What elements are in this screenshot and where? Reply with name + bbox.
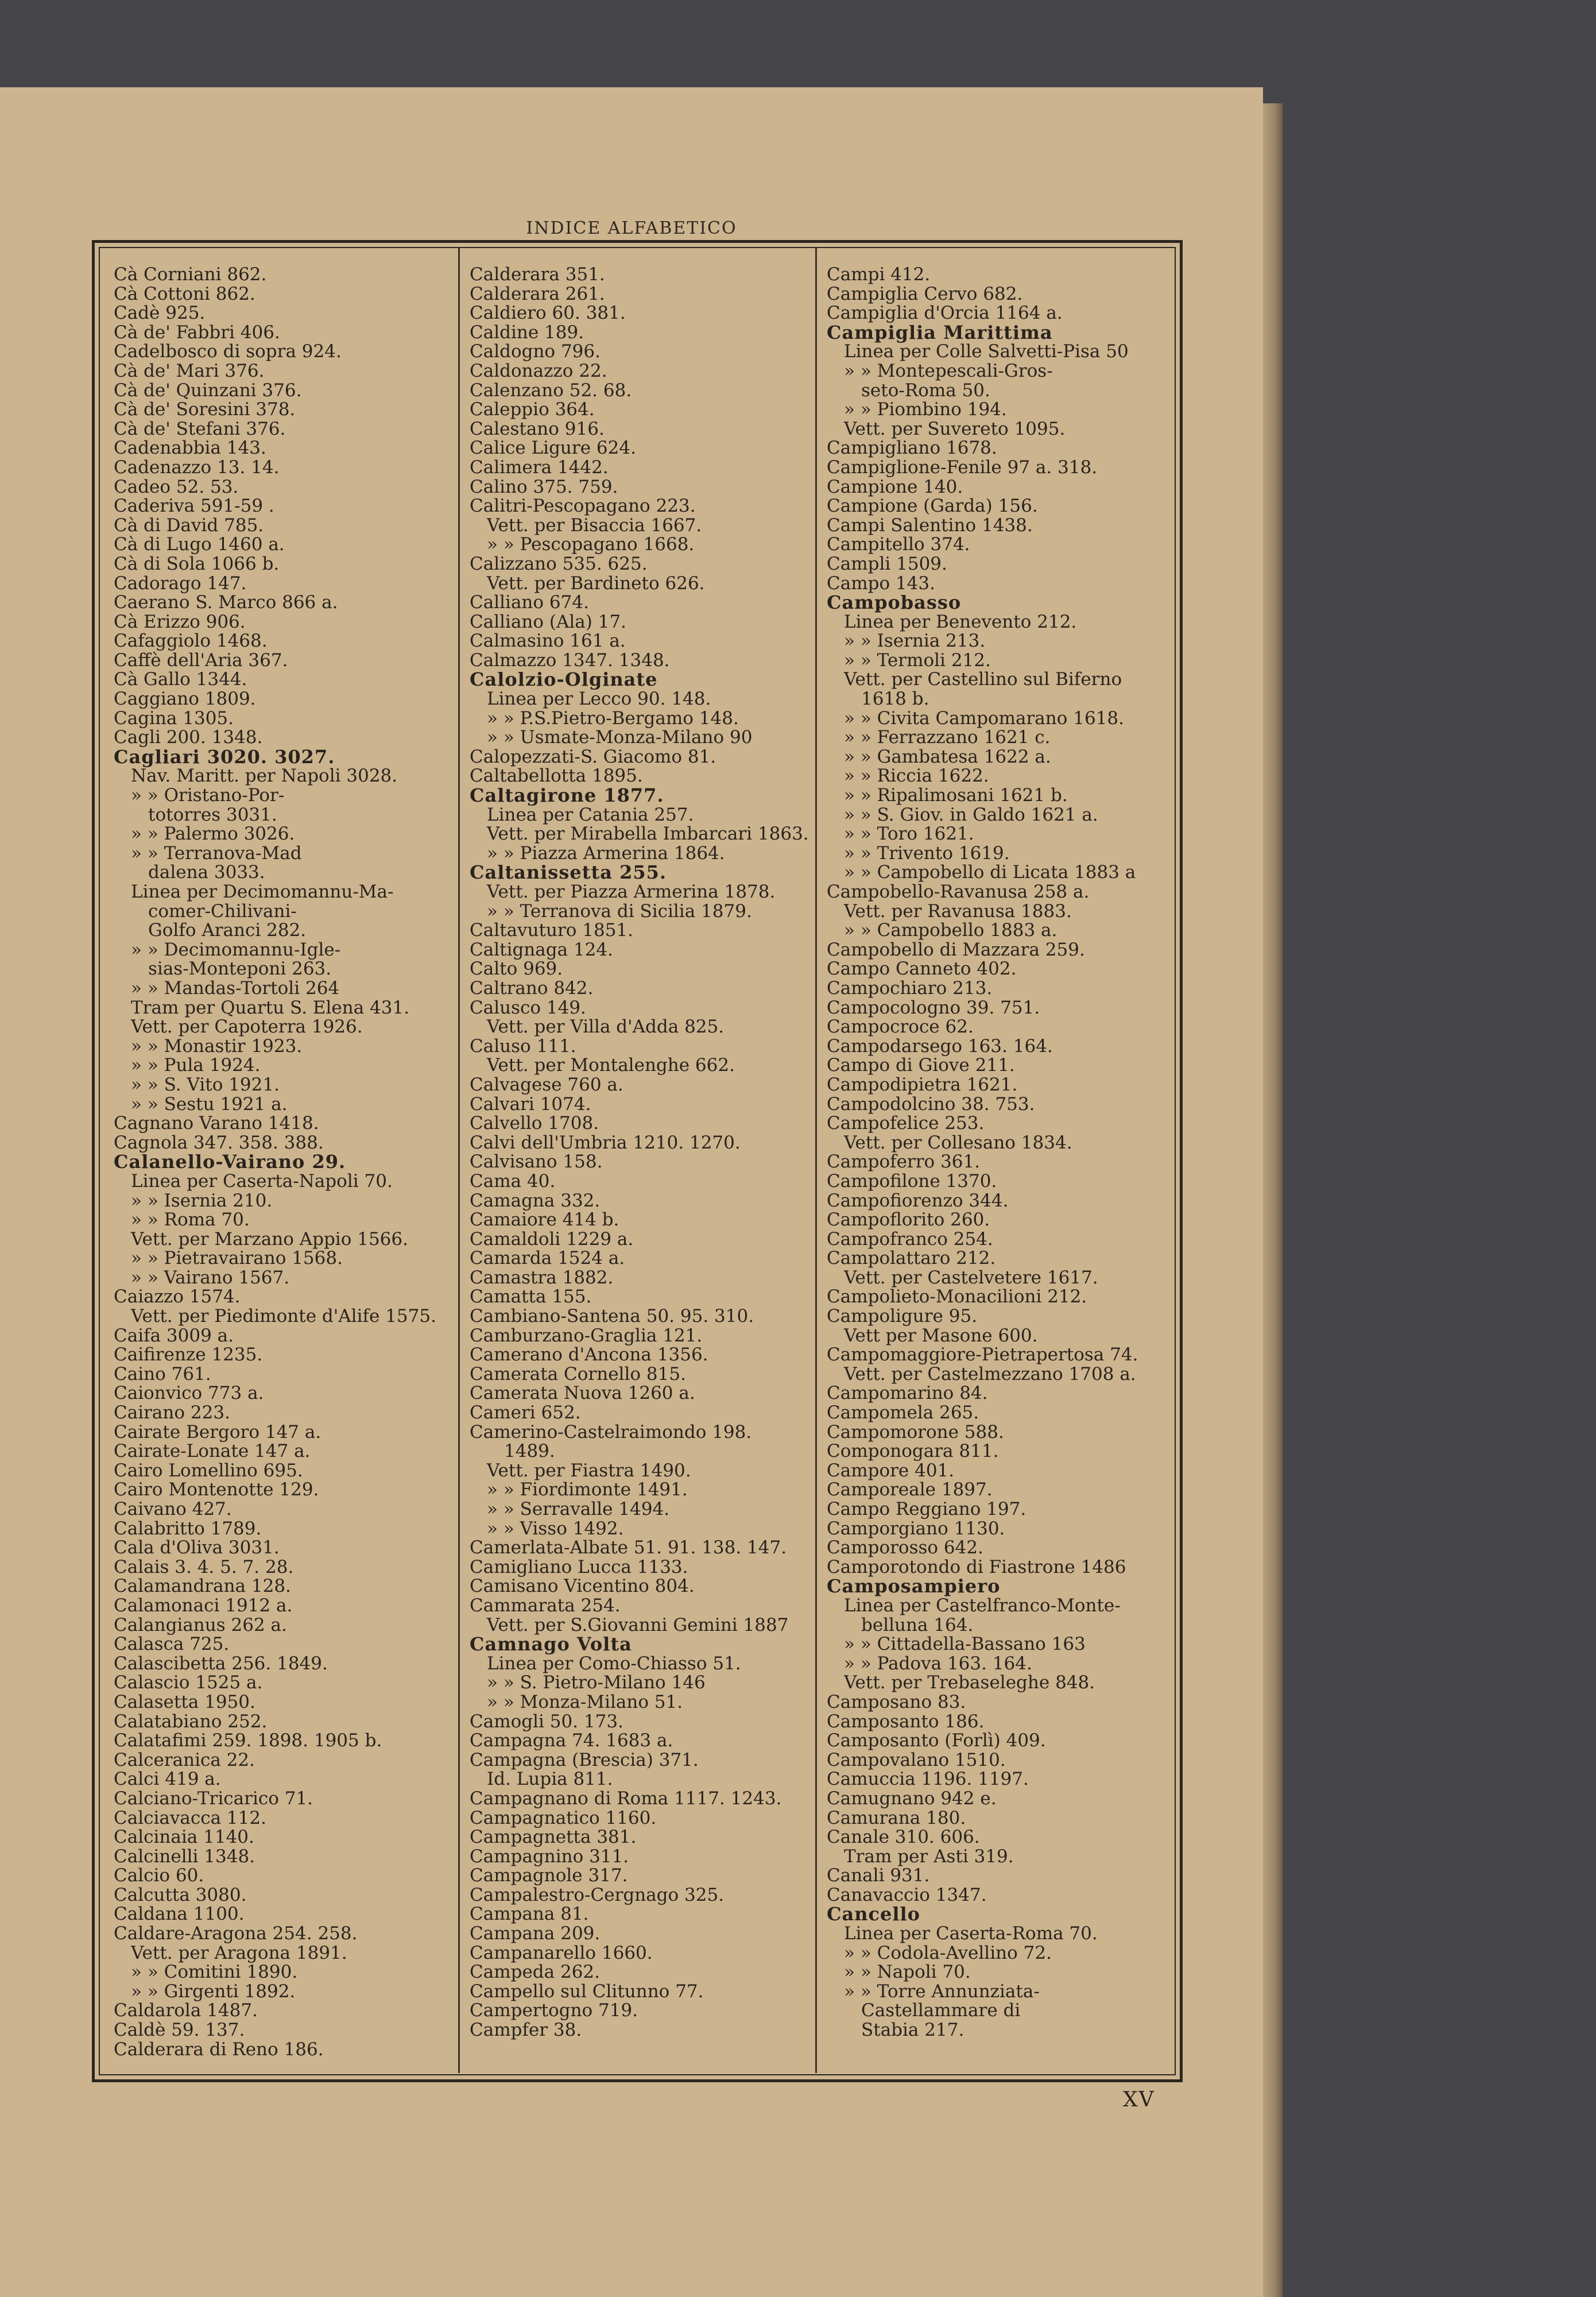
index-entry: Campiglia Marittima [827,321,1053,343]
index-entry: Caldogno 796. [470,341,601,362]
index-column-1 [114,265,458,2059]
index-entry: Campiglione-Fenile 97 a. 318. [827,457,1098,478]
index-entry: Cà Erizzo 906. [114,611,246,632]
index-entry: Cagnano Varano 1418. [114,1113,319,1134]
index-entry: Campiglia d'Orcia 1164 a. [827,303,1063,324]
index-entry: Campi Salentino 1438. [827,515,1033,536]
index-entry: Campagnetta 381. [470,1827,637,1848]
index-entry: Calderara 261. [470,283,605,304]
index-entry: » » S. Pietro-Milano 146 [487,1672,706,1693]
index-entry: Calceranica 22. [114,1749,255,1770]
index-entry: Cà de' Quinzani 376. [114,380,302,401]
index-entry: Campello sul Clitunno 77. [470,1981,704,2002]
index-entry: Caldine 189. [470,322,584,343]
index-entry: Camugnano 942 e. [827,1788,997,1809]
index-entry: Camaiore 414 b. [470,1209,619,1231]
index-entry: » » Monastir 1923. [131,1035,303,1057]
index-entry: » » Termoli 212. [844,649,991,671]
index-entry: Camagna 332. [470,1190,601,1211]
index-entry: Cà Cottoni 862. [114,283,255,304]
index-entry: Calvisano 158. [470,1151,603,1173]
index-entry: » » Pula 1924. [131,1055,261,1076]
index-entry: Cagina 1305. [114,707,234,729]
index-entry: Campagnano di Roma 1117. 1243. [470,1788,782,1809]
index-entry: Campione 140. [827,476,963,497]
index-entry: Campodipietra 1621. [827,1074,1018,1095]
index-entry: Linea per Lecco 90. 148. [487,689,711,710]
index-entry: Calmazzo 1347. 1348. [470,649,670,671]
index-entry: » » Codola-Avellino 72. [844,1942,1052,1963]
index-entry: Vett. per S.Giovanni Gemini 1887 [487,1614,789,1635]
index-entry: Campomorone 588. [827,1421,1004,1443]
index-entry: » » Terranova-Mad [131,842,302,864]
index-entry: Linea per Caserta-Roma 70. [844,1923,1098,1944]
index-entry: Cairo Montenotte 129. [114,1479,319,1501]
index-entry: Campertogno 719. [470,2000,638,2021]
index-entry: Camaldoli 1229 a. [470,1228,634,1250]
index-entry: Cadelbosco di sopra 924. [114,341,342,362]
index-entry: Cairate-Lonate 147 a. [114,1441,311,1462]
index-entry: Campobello-Ravanusa 258 a. [827,881,1090,902]
index-entry: » » Piazza Armerina 1864. [487,842,725,864]
index-entry: » » Pescopagano 1668. [487,534,695,555]
index-entry: Tram per Asti 319. [844,1846,1014,1867]
index-entry: Calino 375. 759. [470,476,618,497]
index-entry: Campoligure 95. [827,1306,978,1327]
index-entry: Cà di Lugo 1460 a. [114,534,285,555]
index-entry: Caltignaga 124. [470,939,613,960]
index-entry: comer-Chilivani- [148,900,297,922]
index-entry: Linea per Colle Salvetti-Pisa 50 [844,341,1129,362]
index-entry: Calciavacca 112. [114,1807,266,1828]
index-entry: Campo Reggiano 197. [827,1499,1026,1519]
index-entry: Linea per Decimomannu-Ma- [131,881,394,902]
index-entry: Cala d'Oliva 3031. [114,1537,280,1559]
index-entry: Vett. per Ravanusa 1883. [844,900,1072,922]
index-entry: Campomarino 84. [827,1383,988,1404]
index-entry: totorres 3031. [148,804,277,825]
index-entry: Campofiorenzo 344. [827,1190,1009,1211]
index-entry: Calasca 725. [114,1634,230,1655]
index-entry: Caifa 3009 a. [114,1325,234,1346]
page-edge [1263,103,1283,2297]
index-entry: Caleppio 364. [470,399,595,420]
index-entry: Camposano 83. [827,1691,966,1712]
index-entry: Calciano-Tricarico 71. [114,1788,313,1809]
index-entry: Cà Corniani 862. [114,264,267,285]
index-entry: Calamonaci 1912 a. [114,1595,293,1616]
index-entry: Calais 3. 4. 5. 7. 28. [114,1556,294,1577]
index-entry: Campli 1509. [827,553,947,574]
index-entry: » » P.S.Pietro-Bergamo 148. [487,707,739,729]
index-entry: » » Toro 1621. [844,823,974,845]
index-entry: Calatabiano 252. [114,1711,268,1732]
index-entry: Calvello 1708. [470,1113,599,1134]
index-entry: dalena 3033. [148,862,265,883]
index-entry: Calci 419 a. [114,1769,221,1790]
index-entry: Calimera 1442. [470,457,609,478]
index-entry: » » Napoli 70. [844,1962,971,1983]
index-entry: » » Isernia 210. [131,1190,273,1211]
index-entry: Camporotondo di Fiastrone 1486 [827,1556,1126,1577]
index-entry: » » Piombino 194. [844,399,1007,420]
index-entry: Caldana 1100. [114,1904,245,1925]
index-entry: Calliano 674. [470,592,589,613]
page-title: INDICE ALFABETICO [526,218,737,238]
index-entry: Caffè dell'Aria 367. [114,649,288,671]
index-entry: Calascio 1525 a. [114,1672,263,1693]
index-entry: Calvari 1074. [470,1093,591,1115]
index-entry: » » Oristano-Por- [131,785,285,806]
index-entry: » » Mandas-Tortoli 264 [131,977,340,999]
index-entry: » » Girgenti 1892. [131,1981,296,2002]
index-entry: Cadeo 52. 53. [114,476,239,497]
index-entry: Campolattaro 212. [827,1248,996,1269]
index-entry: Linea per Castelfranco-Monte- [844,1595,1121,1616]
index-entry: Calto 969. [470,958,563,980]
index-entry: Vett per Masone 600. [844,1325,1038,1346]
index-entry: Caldiero 60. 381. [470,303,626,324]
index-entry: Vett. per Montalenghe 662. [487,1055,735,1076]
index-entry: Campomela 265. [827,1402,979,1424]
index-entry: Calatafimi 259. 1898. 1905 b. [114,1730,382,1751]
index-entry: Cadè 925. [114,303,206,324]
index-entry: » » Ferrazzano 1621 c. [844,727,1051,748]
index-entry: Caino 761. [114,1363,211,1385]
index-entry: Camporosso 642. [827,1537,983,1559]
index-entry: Campoferro 361. [827,1151,981,1173]
index-entry: Camigliano Lucca 1133. [470,1556,688,1577]
index-entry: Caifirenze 1235. [114,1344,263,1366]
index-entry: Caggiano 1809. [114,689,256,710]
index-entry: Cà di David 785. [114,515,264,536]
index-entry: Cà di Sola 1066 b. [114,553,280,574]
index-entry: Vett. per Capoterra 1926. [131,1016,363,1038]
index-entry: Cagli 200. 1348. [114,727,263,748]
index-entry: Tram per Quartu S. Elena 431. [131,997,410,1018]
column-divider [815,247,817,2073]
index-entry: Calestano 916. [470,418,605,439]
index-entry: Caltabellotta 1895. [470,765,643,787]
index-entry: Caltagirone 1877. [470,784,664,807]
index-entry: Campobasso [827,591,962,614]
index-entry: Campodarsego 163. 164. [827,1035,1053,1057]
index-entry: Caldonazzo 22. [470,360,607,381]
index-entry: Linea per Benevento 212. [844,611,1077,632]
index-entry: Cadorago 147. [114,573,247,594]
index-entry: Cairo Lomellino 695. [114,1460,303,1481]
index-entry: » » Usmate-Monza-Milano 90 [487,727,753,748]
index-entry: Cagliari 3020. 3027. [114,745,335,768]
index-entry: Caltrano 842. [470,977,594,999]
index-entry: Componogara 811. [827,1441,999,1462]
index-entry: » » Decimomannu-Igle- [131,939,341,960]
index-entry: Caderiva 591-59 . [114,496,274,517]
index-entry: Cairano 223. [114,1402,230,1424]
index-entry: Castellammare di [861,2000,1021,2021]
index-entry: Camerlata-Albate 51. 91. 138. 147. [470,1537,787,1559]
index-entry: Campagna (Brescia) 371. [470,1749,699,1770]
index-entry: » » Serravalle 1494. [487,1499,670,1519]
index-entry: » » Cittadella-Bassano 163 [844,1634,1086,1655]
index-entry: Camogli 50. 173. [470,1711,623,1732]
index-entry: » » Campobello di Licata 1883 a [844,862,1136,883]
index-entry: Campagna 74. 1683 a. [470,1730,673,1751]
index-entry: Campocroce 62. [827,1016,974,1038]
index-entry: Calasetta 1950. [114,1691,255,1712]
index-entry: Campore 401. [827,1460,955,1481]
index-entry: Vett. per Villa d'Adda 825. [487,1016,725,1038]
index-entry: » » Padova 163. 164. [844,1653,1032,1674]
index-entry: Cà Gallo 1344. [114,669,247,690]
index-entry: Campocologno 39. 751. [827,997,1040,1018]
index-entry: Caivano 427. [114,1499,232,1519]
index-entry: » » Pietravairano 1568. [131,1248,343,1269]
index-entry: Cà de' Soresini 378. [114,399,296,420]
index-entry: Campofelice 253. [827,1113,985,1134]
index-entry: Campalestro-Cergnago 325. [470,1884,725,1905]
index-entry: Cameri 652. [470,1402,581,1424]
index-entry: » » Sestu 1921 a. [131,1093,288,1115]
index-entry: Cadenazzo 13. 14. [114,457,280,478]
index-entry: Caluso 111. [470,1035,576,1057]
index-entry: » » Palermo 3026. [131,823,295,845]
index-entry: Cama 40. [470,1170,556,1192]
index-entry: Camporgiano 1130. [827,1518,1005,1539]
index-entry: Campoflorito 260. [827,1209,990,1231]
index-entry: » » Terranova di Sicilia 1879. [487,900,752,922]
index-entry: Campana 81. [470,1904,589,1925]
index-entry: Camerino-Castelraimondo 198. [470,1421,752,1443]
index-entry: Vett. per Marzano Appio 1566. [131,1228,408,1250]
index-entry: Caldarola 1487. [114,2000,258,2021]
index-entry: Campagnole 317. [470,1865,628,1886]
index-entry: Campomaggiore-Pietrapertosa 74. [827,1344,1138,1366]
index-entry: Calvi dell'Umbria 1210. 1270. [470,1132,741,1153]
index-entry: » » Vairano 1567. [131,1267,290,1288]
index-entry: Vett. per Bisaccia 1667. [487,515,702,536]
index-entry: Camerata Nuova 1260 a. [470,1383,695,1404]
index-entry: Campofranco 254. [827,1228,993,1250]
index-entry: Calamandrana 128. [114,1576,291,1597]
index-entry: Vett. per Fiastra 1490. [487,1460,691,1481]
index-entry: Camuccia 1196. 1197. [827,1769,1029,1790]
index-entry: Cammarata 254. [470,1595,621,1616]
index-entry: Vett. per Castelvetere 1617. [844,1267,1098,1288]
index-entry: Linea per Caserta-Napoli 70. [131,1170,393,1192]
index-entry: seto-Roma 50. [861,380,990,401]
index-entry: Camisano Vicentino 804. [470,1576,695,1597]
index-entry: Campagnatico 1160. [470,1807,657,1828]
page-number: XV [1123,2088,1155,2112]
index-entry: » » Civita Campomarano 1618. [844,707,1125,729]
index-entry: Nav. Maritt. per Napoli 3028. [131,765,398,787]
index-entry: Linea per Catania 257. [487,804,694,825]
index-entry: Calice Ligure 624. [470,438,636,459]
index-entry: Campochiaro 213. [827,977,993,999]
index-entry: Cà de' Mari 376. [114,360,265,381]
index-entry: Canale 310. 606. [827,1827,980,1848]
index-entry: » » Monza-Milano 51. [487,1691,683,1712]
index-entry: » » Isernia 213. [844,631,986,652]
index-entry: Campolieto-Monacilioni 212. [827,1286,1087,1308]
index-entry: Campodolcino 38. 753. [827,1093,1035,1115]
index-entry: Vett. per Bardineto 626. [487,573,705,594]
index-entry: Calcinelli 1348. [114,1846,255,1867]
index-entry: Campobello di Mazzara 259. [827,939,1085,960]
index-entry: 1489. [504,1441,555,1462]
index-entry: Camposampiero [827,1575,1001,1598]
index-entry: Caerano S. Marco 866 a. [114,592,338,613]
index-entry: Campagnino 311. [470,1846,629,1867]
index-entry: Calitri-Pescopagano 223. [470,496,696,517]
index-entry: Camatta 155. [470,1286,592,1308]
index-entry: Calliano (Ala) 17. [470,611,627,632]
index-entry: Cadenabbia 143. [114,438,266,459]
index-entry: Campofilone 1370. [827,1170,997,1192]
index-entry: Campigliano 1678. [827,438,997,459]
index-column-2 [470,265,814,2040]
index-entry: » » S. Giov. in Galdo 1621 a. [844,804,1098,825]
index-column-3 [827,265,1171,2040]
index-entry: Camastra 1882. [470,1267,614,1288]
index-entry: Calizzano 535. 625. [470,553,648,574]
column-divider [458,247,460,2073]
index-entry: belluna 164. [861,1614,974,1635]
index-entry: Camburzano-Graglia 121. [470,1325,703,1346]
index-entry: Camposanto (Forlì) 409. [827,1730,1046,1751]
index-entry: » » Fiordimonte 1491. [487,1479,688,1501]
index-entry: Camerata Cornello 815. [470,1363,686,1385]
index-entry: 1618 b. [861,689,929,710]
index-entry: Campitello 374. [827,534,970,555]
index-entry: Calderara 351. [470,264,605,285]
index-entry: » » Campobello 1883 a. [844,920,1057,941]
index-entry: » » Gambatesa 1622 a. [844,746,1051,767]
index-entry: Vett. per Collesano 1834. [844,1132,1072,1153]
index-entry: Vett. per Suvereto 1095. [844,418,1066,439]
index-entry: Vett. per Trebaseleghe 848. [844,1672,1095,1693]
index-entry: Vett. per Piazza Armerina 1878. [487,881,776,902]
index-entry: Campeda 262. [470,1962,600,1983]
index-entry: Caldè 59. 137. [114,2020,245,2041]
index-entry: Campovalano 1510. [827,1749,1006,1770]
index-entry: Campiglia Cervo 682. [827,283,1023,304]
index-entry: » » Riccia 1622. [844,765,989,787]
index-entry: Calcinaia 1140. [114,1827,254,1848]
index-entry: Calopezzati-S. Giacomo 81. [470,746,716,767]
index-entry: Campfer 38. [470,2020,582,2041]
index-entry: Campo Canneto 402. [827,958,1017,980]
index-entry: » » Visso 1492. [487,1518,624,1539]
index-entry: Campana 209. [470,1923,601,1944]
index-entry: Vett. per Aragona 1891. [131,1942,347,1963]
index-entry: Calusco 149. [470,997,586,1018]
index-entry: Calolzio-Olginate [470,668,658,691]
index-entry: Caltanissetta 255. [470,861,667,884]
index-entry: Cà de' Fabbri 406. [114,322,280,343]
index-entry: Camposanto 186. [827,1711,985,1732]
index-entry: Cafaggiolo 1468. [114,631,268,652]
index-entry: Golfo Aranci 282. [148,920,307,941]
index-entry: Cairate Bergoro 147 a. [114,1421,321,1443]
index-entry: Camnago Volta [470,1633,632,1656]
index-entry: » » Ripalimosani 1621 b. [844,785,1068,806]
index-entry: Calabritto 1789. [114,1518,262,1539]
index-entry: Campo 143. [827,573,935,594]
index-entry: Cambiano-Santena 50. 95. 310. [470,1306,754,1327]
index-entry: » » Trivento 1619. [844,842,1010,864]
index-entry: Caldare-Aragona 254. 258. [114,1923,358,1944]
index-entry: Calcutta 3080. [114,1884,247,1905]
index-entry: Calvagese 760 a. [470,1074,623,1095]
index-entry: Campanarello 1660. [470,1942,653,1963]
index-entry: Cancello [827,1903,920,1925]
index-entry: » » Comitini 1890. [131,1962,298,1983]
index-entry: Camerano d'Ancona 1356. [470,1344,708,1366]
index-entry: » » Roma 70. [131,1209,250,1231]
index-entry: Calenzano 52. 68. [470,380,632,401]
index-entry: » » Torre Annunziata- [844,1981,1040,2002]
index-entry: Calascibetta 256. 1849. [114,1653,328,1674]
index-entry: Vett. per Castellino sul Biferno [844,669,1122,690]
index-entry: Caionvico 773 a. [114,1383,264,1404]
index-entry: Campione (Garda) 156. [827,496,1038,517]
index-entry: Calangianus 262 a. [114,1614,287,1635]
index-entry: Camporeale 1897. [827,1479,993,1501]
index-entry: Canavaccio 1347. [827,1884,987,1905]
index-entry: Calanello-Vairano 29. [114,1151,346,1173]
index-entry: Caltavuturo 1851. [470,920,634,941]
index-entry: Vett. per Piedimonte d'Alife 1575. [131,1306,436,1327]
index-entry: Camurana 180. [827,1807,966,1828]
index-entry: Campo di Giove 211. [827,1055,1015,1076]
index-entry: Vett. per Castelmezzano 1708 a. [844,1363,1136,1385]
index-entry: Camarda 1524 a. [470,1248,625,1269]
index-entry: Calcio 60. [114,1865,204,1886]
index-entry: Calmasino 161 a. [470,631,626,652]
index-entry: » » S. Vito 1921. [131,1074,280,1095]
index-entry: » » Montepescali-Gros- [844,360,1053,381]
index-entry: Cagnola 347. 358. 388. [114,1132,324,1153]
index-entry: sias-Monteponi 263. [148,958,332,980]
index-entry: Campi 412. [827,264,931,285]
index-entry: Vett. per Mirabella Imbarcari 1863. [487,823,809,845]
index-entry: Linea per Como-Chiasso 51. [487,1653,741,1674]
index-entry: Calderara di Reno 186. [114,2039,324,2060]
index-entry: Id. Lupia 811. [487,1769,613,1790]
index-entry: Stabia 217. [861,2020,964,2041]
index-entry: Cà de' Stefani 376. [114,418,286,439]
index-entry: Canali 931. [827,1865,930,1886]
index-entry: Caiazzo 1574. [114,1286,241,1308]
